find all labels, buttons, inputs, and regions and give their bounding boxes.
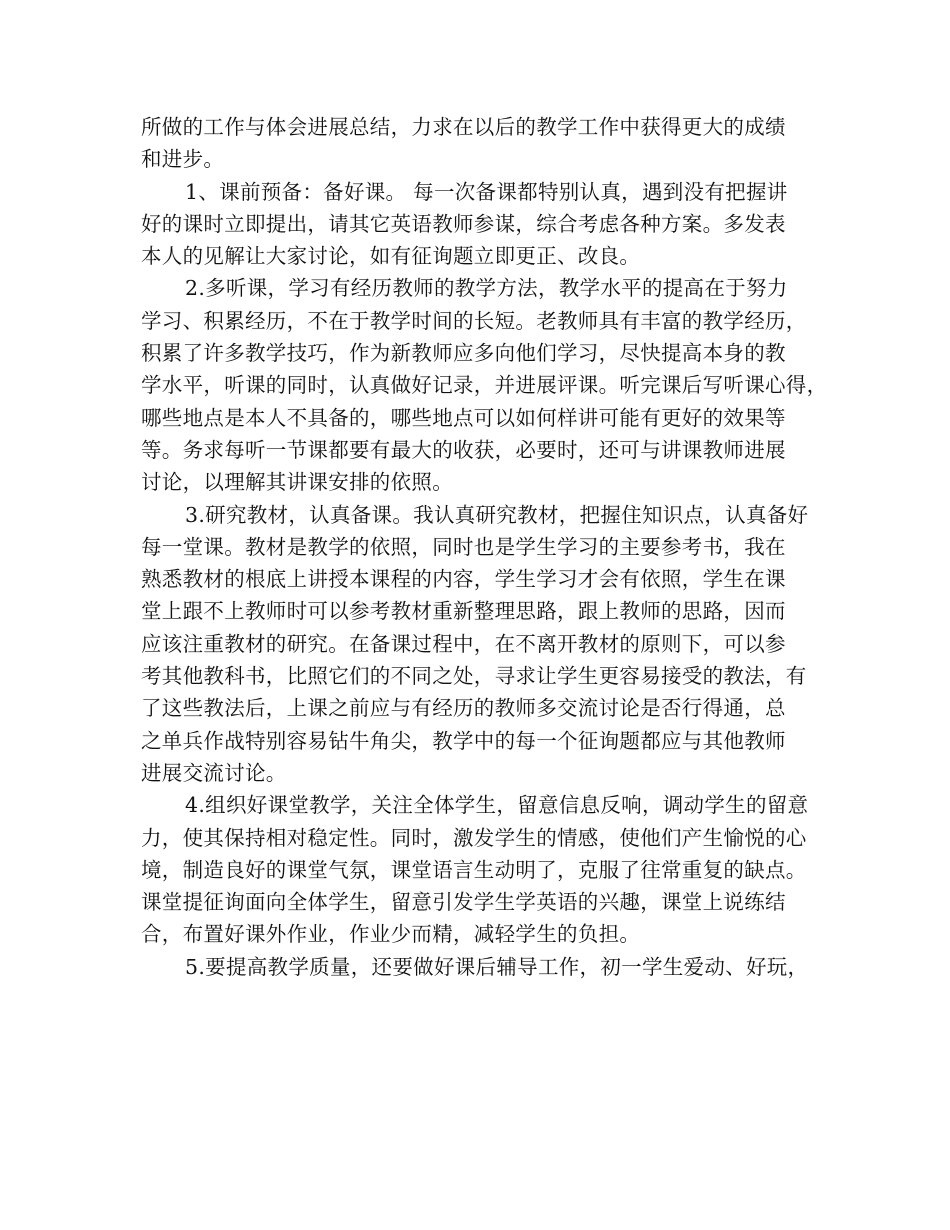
- text-line: 本人的见解让大家讨论，如有征询题立即更正、改良。: [141, 244, 641, 269]
- text-line: 讨论，以理解其讲课安排的依照。: [141, 470, 453, 495]
- text-line: 课堂提征询面向全体学生，留意引发学生学英语的兴趣，课堂上说练结: [141, 890, 786, 915]
- text-line: 1、课前预备：备好课。 每一次备课都特别认真，遇到没有把握讲: [185, 179, 788, 204]
- text-line: 2.多听课，学习有经历教师的教学方法，教学水平的提高在于努力: [185, 276, 788, 301]
- text-line: 等。务求每听一节课都要有最大的收获，必要时，还可与讲课教师进展: [141, 437, 786, 462]
- text-line: 哪些地点是本人不具备的，哪些地点可以如何样讲可能有更好的效果等: [141, 405, 786, 430]
- text-line: 合，布置好课外作业，作业少而精，减轻学生的负担。: [141, 922, 641, 947]
- text-line: 境，制造良好的课堂气氛，课堂语言生动明了，克服了往常重复的缺点。: [141, 857, 807, 882]
- text-line: 学水平，听课的同时，认真做好记录，并进展评课。听完课后写听课心得，: [141, 373, 828, 398]
- text-line: 了这些教法后，上课之前应与有经历的教师多交流讨论是否行得通，总: [141, 696, 786, 721]
- text-line: 考其他教科书，比照它们的不同之处，寻求让学生更容易接受的教法，有: [141, 664, 807, 689]
- text-line: 学习、积累经历，不在于教学时间的长短。老教师具有丰富的教学经历，: [141, 308, 807, 333]
- text-line: 所做的工作与体会进展总结，力求在以后的教学工作中获得更大的成绩: [141, 115, 786, 139]
- text-line: 熟悉教材的根底上讲授本课程的内容，学生学习才会有依照，学生在课: [141, 567, 786, 592]
- text-line: 3.研究教材，认真备课。我认真研究教材，把握住知识点，认真备好: [185, 502, 809, 527]
- text-line: 力，使其保持相对稳定性。同时，激发学生的情感，使他们产生愉悦的心: [141, 825, 807, 850]
- text-line: 积累了许多教学技巧，作为新教师应多向他们学习，尽快提高本身的教: [141, 341, 786, 366]
- document-body: [141, 111, 828, 983]
- text-line: 之单兵作战特别容易钻牛角尖，教学中的每一个征询题都应与其他教师: [141, 728, 786, 753]
- text-line: 每一堂课。教材是教学的依照，同时也是学生学习的主要参考书，我在: [141, 534, 786, 559]
- text-line: 进展交流讨论。: [141, 760, 287, 785]
- text-line: 堂上跟不上教师时可以参考教材重新整理思路，跟上教师的思路，因而: [141, 599, 786, 624]
- text-line: 4.组织好课堂教学，关注全体学生，留意信息反响，调动学生的留意: [185, 793, 809, 818]
- text-line: 5.要提高教学质量，还要做好课后辅导工作，初一学生爱动、好玩，: [185, 954, 809, 979]
- text-line: 和进步。: [141, 147, 225, 172]
- text-line: 好的课时立即提出，请其它英语教师参谋，综合考虑各种方案。多发表: [141, 211, 786, 236]
- text-line: 应该注重教材的研究。在备课过程中，在不离开教材的原则下，可以参: [141, 631, 786, 656]
